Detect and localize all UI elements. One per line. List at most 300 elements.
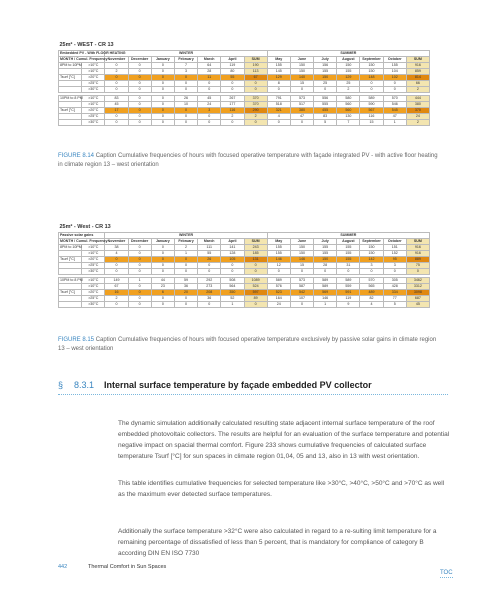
table-cell: 0: [360, 80, 383, 86]
table-cell: 587: [290, 283, 313, 289]
table-cell: 89: [244, 295, 267, 301]
table-cell: 0: [174, 86, 197, 92]
table-cell: 0: [174, 74, 197, 80]
table-cell: 141: [221, 244, 244, 250]
winter-header: WINTER: [105, 50, 267, 56]
column-header: October: [383, 238, 406, 244]
table-cell: 2: [406, 86, 429, 92]
table-cell: 0: [267, 86, 290, 92]
table-cell: 243: [244, 244, 267, 250]
table-cell: 146: [267, 256, 290, 262]
table-cell: 2: [221, 113, 244, 119]
column-header: SUM: [406, 56, 429, 62]
table-cell: 150: [314, 256, 337, 262]
figure-table-1: [58, 42, 430, 126]
table-cell: 1: [314, 301, 337, 307]
table-title-row: [59, 224, 430, 232]
table-cell: 24: [198, 101, 221, 107]
table-cell: 589: [314, 277, 337, 283]
table-cell: 0: [128, 295, 151, 301]
table-cell: 95: [383, 256, 406, 262]
table-cell: 570: [383, 95, 406, 101]
table-cell: 24: [406, 113, 429, 119]
table-cell: 3: [383, 262, 406, 268]
table-cell: 0: [406, 268, 429, 274]
table-cell: 916: [406, 250, 429, 256]
table-cell: 38: [105, 244, 128, 250]
table-cell: 15: [290, 262, 313, 268]
table-cell: 0: [151, 295, 174, 301]
table-cell: 150: [337, 62, 360, 68]
table-cell: 15: [290, 80, 313, 86]
table-cell: 45: [198, 95, 221, 101]
table-cell: 55: [198, 250, 221, 256]
table-cell: 155: [337, 68, 360, 74]
table-cell: 0: [105, 119, 128, 125]
body-paragraph: The dynamic simulation additionally calculated resulting state adjacent internal surface temperature of the roof embedded photovoltaic collectors. The results are helpful for an evaluation of the surface temperature and potential negative impact on spacial thermal comfort. Figure 233 shows cumulative frequencies of calculated surface temperature Tsurf [°C] for sun spaces in climate region 01,04, 05 and 13, also in 13 with west orientation.: [118, 420, 450, 460]
table-cell: 0: [198, 262, 221, 268]
table-cell: 4: [105, 250, 128, 256]
section-title: Internal surface temperature by façade embedded PV collector: [104, 380, 372, 390]
column-header: August: [337, 238, 360, 244]
table-row: [59, 119, 430, 125]
table-cell: 28: [314, 262, 337, 268]
table-cell: 589: [267, 277, 290, 283]
table-cell: 47: [383, 113, 406, 119]
table-cell: 0: [360, 268, 383, 274]
table-cell: 0: [105, 74, 128, 80]
column-header: February: [174, 238, 197, 244]
table-cell: 52: [221, 295, 244, 301]
table-cell: 305: [383, 277, 406, 283]
table-cell: 44: [151, 277, 174, 283]
table-cell: 0: [198, 119, 221, 125]
table-cell: 25: [337, 80, 360, 86]
table-cell: 3312: [406, 283, 429, 289]
table-cell: 0: [151, 256, 174, 262]
table-cell: 0: [314, 268, 337, 274]
table-cell: 0: [360, 86, 383, 92]
table-cell: 589: [314, 283, 337, 289]
table-cell: 0: [151, 262, 174, 268]
table-cell: 185: [244, 250, 267, 256]
table-cell: 67: [244, 74, 267, 80]
table-cell: 0: [151, 244, 174, 250]
row-threshold-label: >20°C: [82, 289, 105, 295]
row-group-label: Tsurf [°C]: [59, 256, 82, 262]
column-header: February: [174, 56, 197, 62]
table-cell: 116: [221, 107, 244, 113]
table-cell: 916: [406, 244, 429, 250]
table-cell: 0: [174, 295, 197, 301]
column-header: June: [290, 56, 313, 62]
table-cell: 508: [221, 277, 244, 283]
figure-caption-text: Caption Cumulative frequencies of hours with focused operative temperature with façade integrated PV - with active floor heating in climate region 13 – west orientation: [58, 153, 438, 168]
table-cell: 113: [244, 68, 267, 74]
column-header: March: [198, 56, 221, 62]
table-cell: 0: [128, 68, 151, 74]
page-footer: [58, 564, 166, 570]
table-cell: 155: [267, 244, 290, 250]
table-cell: 0: [105, 256, 128, 262]
toc-link[interactable]: TOC: [440, 570, 453, 576]
table-cell: 573: [290, 95, 313, 101]
row-group-label: 10PM to 8 PM: [60, 277, 83, 282]
table-cell: 0: [267, 268, 290, 274]
table-cell: 0: [383, 86, 406, 92]
table-cell: 546: [383, 101, 406, 107]
table-cell: 15: [360, 119, 383, 125]
table-cell: 0: [244, 80, 267, 86]
table-cell: 0: [174, 107, 197, 113]
table-cell: 0: [128, 244, 151, 250]
table-cell: 0: [244, 301, 267, 307]
column-header: May: [267, 238, 290, 244]
table-cell: 560: [337, 101, 360, 107]
column-header: June: [290, 238, 313, 244]
table-cell: 150: [290, 68, 313, 74]
table-cell: 0: [151, 268, 174, 274]
section-symbol: §: [58, 380, 64, 390]
table-cell: 518: [267, 101, 290, 107]
table-cell: 155: [314, 244, 337, 250]
table-cell: 1: [128, 277, 151, 283]
table-cell: 3: [198, 107, 221, 113]
column-header: December: [128, 238, 151, 244]
table-cell: 0: [151, 101, 174, 107]
figure-caption-1: [58, 152, 438, 170]
table-cell: 559: [337, 283, 360, 289]
table-cell: 130: [337, 113, 360, 119]
body-paragraph: Additionally the surface temperature >32°C were also calculated in regard to a re-sulting limit temperature for a remaining percentage of dissatisfied of less than 5 percent, that is mandatory for compliance of category B according DIN EN ISO 7730: [118, 528, 437, 557]
table-cell: 0: [151, 113, 174, 119]
table-cell: 0: [221, 262, 244, 268]
table-cell: 0: [151, 62, 174, 68]
table-cell: 0: [244, 268, 267, 274]
table-cell: 150: [360, 68, 383, 74]
table-cell: 45: [105, 101, 128, 107]
table-cell: 0: [383, 80, 406, 86]
table-cell: 0: [128, 256, 151, 262]
row-threshold-label: >25°C: [82, 295, 105, 301]
table-cell: 155: [337, 256, 360, 262]
table-cell: 542: [290, 289, 313, 295]
table-cell: 4: [360, 301, 383, 307]
table-cell: 5: [383, 301, 406, 307]
table-cell: 444: [406, 95, 429, 101]
table-cell: 129: [337, 74, 360, 80]
table-cell: 155: [337, 244, 360, 250]
table-cell: 26: [174, 95, 197, 101]
row-group-label: Tsurf [°C]: [59, 74, 82, 80]
table-cell: 119: [221, 62, 244, 68]
figure-caption-2: [58, 336, 438, 354]
table-cell: 64: [198, 62, 221, 68]
column-header: March: [198, 238, 221, 244]
frequency-table: [58, 224, 430, 308]
summer-header: SUMMER: [267, 232, 429, 238]
table-cell: 59: [174, 277, 197, 283]
table-cell: 0: [128, 250, 151, 256]
table-cell: 0: [128, 86, 151, 92]
column-header: September: [360, 238, 383, 244]
table-cell: 104: [383, 68, 406, 74]
row-threshold-label: >30°C: [82, 86, 105, 92]
table-cell: 560: [337, 107, 360, 113]
column-header: August: [337, 56, 360, 62]
table-cell: 489: [360, 289, 383, 295]
row-threshold-label: >10°C: [82, 62, 105, 68]
table-cell: 36: [174, 283, 197, 289]
table-cell: 517: [290, 101, 313, 107]
table-cell: 564: [221, 283, 244, 289]
table-cell: 321: [267, 107, 290, 113]
row-threshold-label: >10°C: [82, 244, 105, 250]
table-cell: 0: [128, 268, 151, 274]
table-cell: 3462: [406, 277, 429, 283]
table-cell: 11: [198, 74, 221, 80]
column-header: November: [105, 238, 128, 244]
table-cell: 0: [128, 74, 151, 80]
book-title: Thermal Comfort in Sun Spaces: [88, 564, 167, 570]
table-cell: 0: [337, 268, 360, 274]
table-cell: 83: [314, 113, 337, 119]
row-group-label: Tsurf [°C]: [59, 107, 82, 113]
table-cell: 67: [105, 283, 128, 289]
table-cell: 7: [337, 119, 360, 125]
table-cell: 370: [406, 107, 429, 113]
table-cell: 47: [290, 113, 313, 119]
table-cell: 0: [221, 119, 244, 125]
table-cell: 0: [198, 86, 221, 92]
table-cell: 0: [151, 107, 174, 113]
column-header: November: [105, 56, 128, 62]
row-threshold-label: >10°C: [82, 95, 105, 101]
table-cell: 0: [174, 80, 197, 86]
table-title: 25m² - WEST - CR 13: [59, 42, 114, 49]
table-cell: 146: [314, 295, 337, 301]
table-cell: 428: [383, 283, 406, 289]
table-cell: 0: [128, 119, 151, 125]
table-cell: 0: [105, 301, 128, 307]
table-cell: 565: [360, 283, 383, 289]
table-corner-label: Embedded PV - With FLOOR HEATING: [60, 50, 126, 55]
table-cell: 0: [151, 86, 174, 92]
table-cell: 77: [383, 295, 406, 301]
table-cell: 150: [314, 74, 337, 80]
table-cell: 0: [151, 74, 174, 80]
row-threshold-label: >30°C: [82, 268, 105, 274]
table-cell: 523: [267, 289, 290, 295]
table-cell: 859: [406, 68, 429, 74]
table-cell: 1: [174, 250, 197, 256]
table-cell: 26: [198, 256, 221, 262]
table-cell: 380: [290, 107, 313, 113]
table-cell: 0: [105, 262, 128, 268]
table-cell: 0: [198, 301, 221, 307]
table-cell: 5: [314, 119, 337, 125]
row-group-label: 8PM to 10PM: [60, 244, 82, 249]
table-cell: 455: [314, 107, 337, 113]
table-cell: 0: [267, 119, 290, 125]
table-cell: 814: [406, 74, 429, 80]
figure-caption-text: Caption Cumulative frequencies of hours with focused operative temperature exclusively by passive solar gains in climate region 13 – west orientation: [58, 337, 437, 352]
table-cell: 155: [314, 68, 337, 74]
table-cell: 8: [267, 80, 290, 86]
table-cell: 590: [360, 101, 383, 107]
column-header: September: [360, 56, 383, 62]
table-cell: 3: [174, 68, 197, 74]
table-cell: 2: [406, 119, 429, 125]
table-cell: 83: [105, 95, 128, 101]
table-cell: 23: [151, 283, 174, 289]
table-cell: 573: [290, 277, 313, 283]
table-cell: 119: [337, 295, 360, 301]
column-header: January: [151, 56, 174, 62]
table-cell: 3: [360, 262, 383, 268]
row-threshold-label: >10°C: [82, 283, 105, 289]
section-heading: [58, 380, 448, 395]
table-cell: 0: [290, 86, 313, 92]
table-cell: 145: [267, 68, 290, 74]
table-cell: 370: [244, 95, 267, 101]
table-cell: 66: [406, 80, 429, 86]
table-cell: 150: [360, 62, 383, 68]
table-cell: 0: [151, 119, 174, 125]
table-cell: 0: [105, 86, 128, 92]
table-cell: 107: [290, 295, 313, 301]
table-cell: 7: [174, 62, 197, 68]
table-cell: 0: [128, 262, 151, 268]
column-header-corner: MONTH / Cumul. Frequency: [60, 56, 108, 61]
table-cell: 567: [360, 107, 383, 113]
table-cell: 0: [174, 256, 197, 262]
table-cell: 916: [406, 62, 429, 68]
column-header: April: [221, 238, 244, 244]
row-threshold-label: >25°C: [82, 262, 105, 268]
row-group-label: 8PM to 10PM: [60, 62, 82, 67]
table-cell: 155: [267, 250, 290, 256]
winter-header: WINTER: [105, 232, 267, 238]
table-cell: 0: [128, 113, 151, 119]
table-cell: 3098: [406, 289, 429, 295]
table-cell: 589: [360, 95, 383, 101]
row-threshold-label: >20°C: [82, 74, 105, 80]
table-cell: 149: [105, 277, 128, 283]
row-group-label: [59, 301, 82, 307]
table-cell: 0: [174, 301, 197, 307]
table-cell: 290: [244, 107, 267, 113]
column-header: SUM: [244, 238, 267, 244]
table-cell: 570: [360, 277, 383, 283]
table-cell: 0: [198, 80, 221, 86]
table-cell: 380: [406, 101, 429, 107]
table-cell: 0: [151, 301, 174, 307]
table-cell: 190: [244, 62, 267, 68]
row-threshold-label: >30°C: [82, 119, 105, 125]
table-cell: 2: [244, 113, 267, 119]
table-cell: 152: [383, 250, 406, 256]
row-threshold-label: >10°C: [82, 68, 105, 74]
table-cell: 1: [221, 301, 244, 307]
table-cell: 0: [105, 80, 128, 86]
table-cell: 9: [337, 301, 360, 307]
table-cell: 155: [337, 250, 360, 256]
table-cell: 128: [221, 250, 244, 256]
row-threshold-label: >25°C: [82, 80, 105, 86]
table-cell: 589: [337, 277, 360, 283]
table-cell: 131: [244, 256, 267, 262]
table-cell: 28: [198, 68, 221, 74]
row-threshold-label: >10°C: [82, 101, 105, 107]
table-cell: 0: [128, 95, 151, 101]
table-cell: 370: [244, 101, 267, 107]
table-cell: 0: [174, 262, 197, 268]
table-cell: 0: [198, 113, 221, 119]
table-title: 25m² - West - CR 13: [59, 224, 111, 231]
table-cell: 129: [267, 74, 290, 80]
table-cell: 0: [128, 107, 151, 113]
column-header: January: [151, 238, 174, 244]
table-cell: 576: [267, 283, 290, 289]
table-cell: 16: [105, 289, 128, 295]
table-cell: 0: [128, 301, 151, 307]
table-cell: 524: [244, 283, 267, 289]
table-cell: 150: [360, 250, 383, 256]
table-cell: 0: [105, 113, 128, 119]
table-cell: 20: [174, 289, 197, 295]
column-header: April: [221, 56, 244, 62]
table-cell: 273: [198, 283, 221, 289]
row-threshold-label: >30°C: [82, 301, 105, 307]
figure-label: FIGURE 8.14: [58, 153, 95, 159]
table-cell: 24: [267, 301, 290, 307]
table-cell: 12: [267, 262, 290, 268]
table-cell: 0: [290, 119, 313, 125]
table-cell: 791: [267, 95, 290, 101]
table-cell: 17: [105, 107, 128, 113]
table-cell: 150: [290, 250, 313, 256]
table-cell: 0: [128, 289, 151, 295]
column-header: December: [128, 56, 151, 62]
table-cell: 111: [198, 244, 221, 250]
table-cell: 150: [290, 62, 313, 68]
table-cell: 0: [198, 268, 221, 274]
table-cell: 889: [406, 256, 429, 262]
table-cell: 2: [105, 68, 128, 74]
table-cell: 350: [221, 289, 244, 295]
table-cell: 0: [244, 119, 267, 125]
table-cell: 55: [221, 74, 244, 80]
table-cell: 140: [290, 74, 313, 80]
table-cell: 82: [360, 295, 383, 301]
column-header: SUM: [406, 238, 429, 244]
table-cell: 580: [337, 95, 360, 101]
row-threshold-label: >20°C: [82, 107, 105, 113]
table-cell: 569: [314, 289, 337, 295]
row-group-label: Tsurf [°C]: [59, 289, 82, 295]
table-cell: 555: [314, 101, 337, 107]
table-cell: 0: [221, 80, 244, 86]
figure-label: FIGURE 8.15: [58, 337, 95, 343]
table-cell: 4: [267, 113, 290, 119]
table-cell: 0: [128, 62, 151, 68]
table-cell: 334: [383, 289, 406, 295]
body-paragraph: This table identifies cumulative frequencies for selected temperature like >30°C, >40°C, >50°C and >70°C as well as the maximum ever detected surface temperatures.: [118, 480, 445, 498]
table-row: [59, 301, 430, 307]
table-cell: 102: [383, 74, 406, 80]
table-cell: 0: [128, 283, 151, 289]
